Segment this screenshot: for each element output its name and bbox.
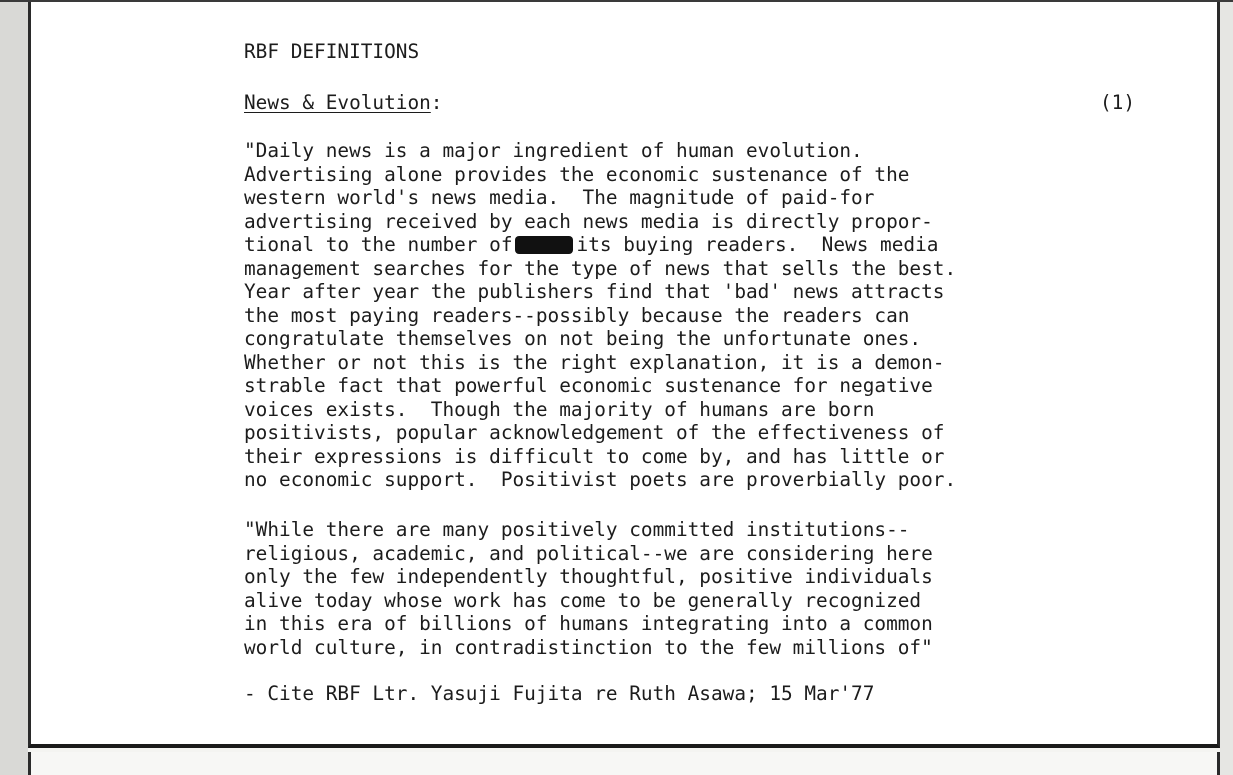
paragraph-institutions [244,518,933,659]
text-line: Whether or not this is the right explanation, it is a demon- [244,350,945,374]
scan-left-margin [0,0,28,775]
redaction-mark [515,236,573,254]
paragraph-news-evolution [244,139,956,492]
text-segment: tional to the number of [244,233,513,256]
citation-line: - Cite RBF Ltr. Yasuji Fujita re Ruth Asawa; 15 Mar'77 [244,682,875,705]
text-line: congratulate themselves on not being the unfortunate ones. [244,327,922,350]
text-line: management searches for the type of news that sells the best. [244,256,957,280]
text-line: no economic support. Positivist poets are proverbially poor. [244,468,957,491]
scan-right-margin [1220,0,1233,775]
text-line: "Daily news is a major ingredient of human evolution. [244,139,863,162]
section-heading-colon: : [430,91,443,114]
card-top-edge [0,0,1233,2]
text-line: western world's news media. The magnitude of paid-for [244,186,875,209]
text-line: strable fact that powerful economic sustenance for negative [244,374,933,397]
text-line: the most paying readers--possibly because the readers can [244,303,910,327]
text-segment: its buying readers. News media [576,233,939,256]
section-heading-title: News & Evolution [244,91,431,114]
text-line: religious, academic, and political--we are considering here [244,541,933,565]
text-line: voices exists. Though the majority of humans are born [244,397,875,421]
text-line: only the few independently thoughtful, positive individuals [244,565,933,588]
text-line-redacted [244,233,956,257]
section-heading [244,91,442,115]
card-header-title: RBF DEFINITIONS [244,40,420,63]
text-line: positivists, popular acknowledgement of the effectiveness of [244,421,945,444]
page-number: (1) [1100,91,1136,114]
next-index-card-edge [28,752,1220,775]
text-line: alive today whose work has come to be generally recognized [244,588,922,612]
text-line: Year after year the publishers find that 'bad' news attracts [244,280,945,303]
text-line: "While there are many positively committed institutions-- [244,518,910,541]
text-line: advertising received by each news media is directly propor- [244,209,933,233]
text-line: Advertising alone provides the economic sustenance of the [244,162,910,186]
text-line: in this era of billions of humans integrating into a common [244,612,933,635]
text-line: their expressions is difficult to come by, and has little or [244,444,945,468]
text-line: world culture, in contradistinction to the few millions of" [244,635,933,659]
